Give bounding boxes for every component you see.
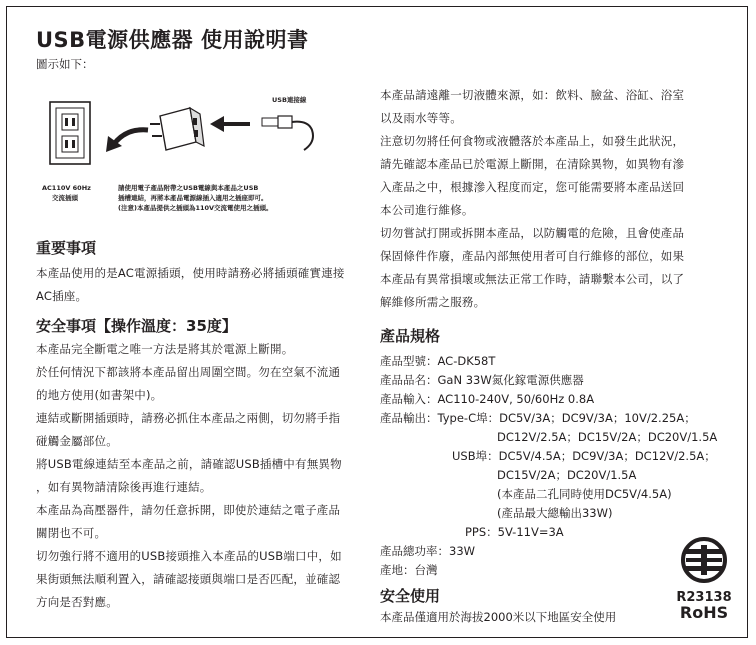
safety-line: ，如有異物請清除後再進行連結。: [36, 480, 212, 494]
safety-item: [36, 499, 356, 545]
connection-illustration: [36, 90, 352, 220]
spec-output-typec: 產品輸出：Type-C埠：DC5V/3A；DC9V/3A；10V/2.25A；: [380, 411, 696, 425]
right-warnings: [380, 84, 720, 314]
warning-item: [380, 84, 720, 130]
specs-list: [380, 352, 720, 580]
warning-item: [380, 222, 720, 314]
safety-item: [36, 361, 356, 407]
safety-line: 的地方使用(如書架中)。: [36, 388, 163, 402]
safety-line: 於任何情況下都該將本產品留出周圍空間。勿在空氣不流通: [36, 365, 341, 379]
warning-line: 入產品之中，根據滲入程度而定，您可能需要將本產品送回: [380, 180, 685, 194]
certification-code: R23138: [676, 590, 732, 605]
warning-item: [380, 130, 720, 222]
specs-heading: 產品規格: [380, 327, 441, 345]
bsmi-logo-icon: [672, 536, 736, 584]
warning-line: 本公司進行維修。: [380, 203, 474, 217]
usb-cable-icon: [262, 116, 313, 150]
safety-line: 關閉也不可。: [36, 526, 107, 540]
warning-line: 本產品有異常損壞或無法正常工作時，請聯繫本公司，以了: [380, 272, 685, 286]
safety-item: [36, 338, 356, 361]
spec-note-dual: (本產品二孔同時使用DC5V/4.5A): [497, 487, 672, 501]
outlet-label-1: AC110V 60Hz: [42, 184, 91, 192]
spec-input: 產品輸入：AC110-240V, 50/60Hz 0.8A: [380, 392, 595, 406]
rohs-label: RoHS: [679, 603, 729, 622]
right-column: [380, 84, 720, 627]
plug-in-arrow-icon: [114, 130, 148, 144]
usage-heading: 安全使用: [380, 587, 441, 605]
safety-line: 本產品為高壓器件，請勿任意拆開，即使於連結之電子產品: [36, 503, 341, 517]
safety-line: 果街頭無法順利置入，請確認接頭與端口是否匹配，並確認: [36, 572, 341, 586]
safety-item: [36, 407, 356, 453]
spec-output-usb-cont: DC15V/2A；DC20V/1.5A: [497, 468, 637, 482]
important-heading: 重要事項: [36, 239, 97, 257]
outlet-label-2: 交流插頭: [52, 194, 78, 202]
spec-output-usb: USB埠：DC5V/4.5A；DC9V/3A；DC12V/2.5A；: [452, 449, 716, 463]
warning-line: 解維修所需之服務。: [380, 295, 486, 309]
usage-text: 本產品僅適用於海拔2000米以下地區安全使用: [380, 610, 617, 624]
warning-line: 切勿嘗試打開或拆開本產品，以防觸電的危險，且會使產品: [380, 226, 685, 240]
connect-arrow-icon: [210, 116, 250, 132]
safety-line: 方向是否對應。: [36, 595, 118, 609]
spec-origin: 產地：台灣: [380, 563, 438, 577]
usb-cable-label: USB連接線: [272, 96, 307, 104]
intro-text: 圖示如下：: [36, 57, 94, 71]
safety-line: 將USB電線連結至本產品之前，請確認USB插槽中有無異物: [36, 457, 342, 471]
safety-line: 切勿強行將不適用的USB接頭推入本產品的USB端口中，如: [36, 549, 342, 563]
spec-total-power: 產品總功率：33W: [380, 544, 476, 558]
warning-line: 保固條件作廢，產品內部無使用者可自行維修的部位，如果: [380, 249, 685, 263]
diagram-note-2: 插槽連結，再將本產品電源線插入適用之插座即可。: [118, 194, 268, 202]
usage-diagram: [36, 90, 352, 220]
safety-line: 連結或斷開插頭時，請務必抓住本產品之兩側，切勿將手指: [36, 411, 341, 425]
spec-note-max: (產品最大總輸出33W): [497, 506, 613, 520]
warning-line: 請先確認本產品已於電源上斷開，在清除異物，如異物有滲: [380, 157, 685, 171]
important-paragraph: [36, 262, 356, 308]
spec-output-typec-cont: DC12V/2.5A；DC15V/2A；DC20V/1.5A: [497, 430, 718, 444]
certification-mark: [672, 536, 736, 621]
safety-heading: 安全事項【操作溫度：35度】: [36, 317, 237, 335]
diagram-note-1: 請使用電子產品附帶之USB電線與本產品之USB: [118, 184, 259, 192]
diagram-note-3: (注意)本產品提供之插頭為110V交流電使用之插頭。: [118, 204, 273, 212]
document-title: USB電源供應器 使用說明書: [36, 28, 309, 52]
spec-name: 產品品名：GaN 33W氮化鎵電源供應器: [380, 373, 584, 387]
safety-item: [36, 453, 356, 499]
safety-item: [36, 545, 356, 614]
important-line: 本產品使用的是AC電源插頭，使用時請務必將插頭確實連接: [36, 266, 345, 280]
left-column: [36, 238, 356, 614]
safety-list: [36, 338, 356, 614]
wall-outlet-icon: [50, 102, 90, 164]
warning-line: 以及雨水等等。: [380, 111, 462, 125]
power-adapter-icon: [150, 108, 204, 150]
important-line: AC插座。: [36, 289, 88, 303]
spec-pps: PPS：5V-11V=3A: [465, 525, 564, 539]
safety-line: 碰觸金屬部位。: [36, 434, 118, 448]
warning-line: 注意切勿將任何食物或液體落於本產品上，如發生此狀況，: [380, 134, 685, 148]
warning-line: 本產品請遠離一切液體來源，如：飲料、臉盆、浴缸、浴室: [380, 88, 685, 102]
spec-model: 產品型號：AC-DK58T: [380, 354, 496, 368]
safety-line: 本產品完全斷電之唯一方法是將其於電源上斷開。: [36, 342, 294, 356]
